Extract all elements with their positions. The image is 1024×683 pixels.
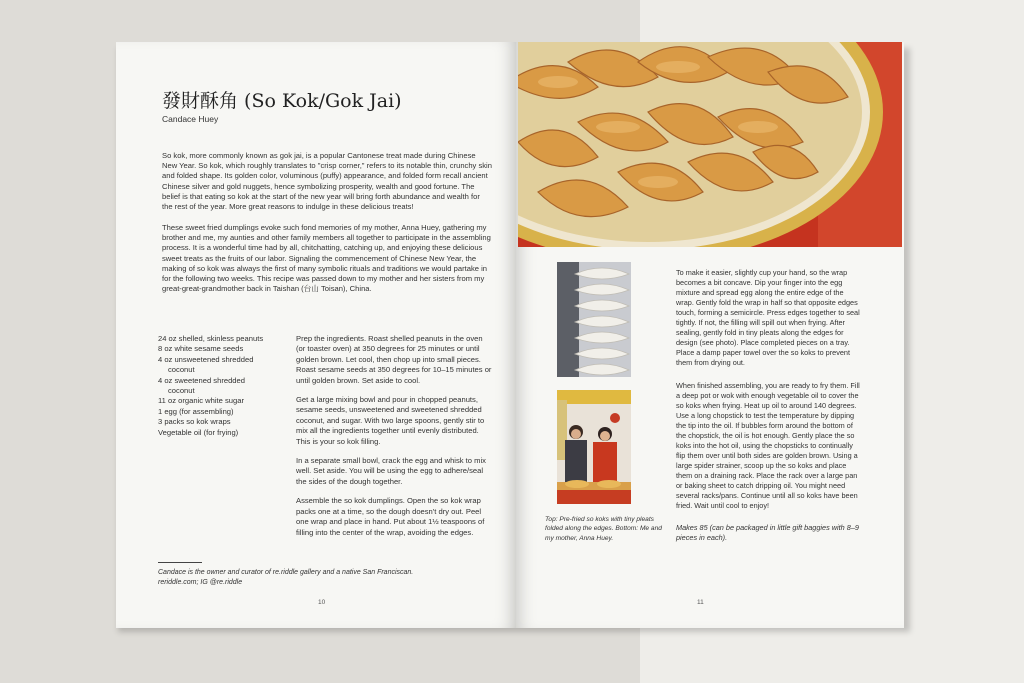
author-name: Candace Huey: [162, 114, 219, 124]
ingredient-item: 11 oz organic white sugar: [158, 396, 244, 406]
photo-caption: Top: Pre-fried so koks with tiny pleats folded along the edges. Bottom: Me and my mother, Anna Huey.: [545, 516, 662, 542]
unfried-dumplings-photo: [557, 262, 631, 377]
ingredient-item: coconut: [168, 365, 195, 375]
fried-dumplings-photo: [518, 42, 902, 247]
page-number-left: 10: [318, 599, 326, 606]
recipe-title: 發財酥角 (So Kok/Gok Jai): [162, 90, 402, 112]
recipe-steps: [296, 334, 492, 547]
ingredient-item: 4 oz unsweetened shredded: [158, 354, 254, 364]
step-paragraph: Prep the ingredients. Roast shelled peanuts in the oven (or toaster oven) at 350 degrees for 25 minutes or until golden brown. Let cool, then chop up into small pieces. Roast sesame seeds at 350 degrees for 10–15 minutes or until golden brown. Set aside to cool.: [296, 334, 492, 385]
family-photo: [557, 390, 631, 504]
ingredients-list: [158, 334, 278, 438]
author-footnote: [158, 568, 458, 588]
step-paragraph: Assemble the so kok dumplings. Open the so kok wrap packs one at a time, so the dough doesn't dry out. Peel one wrap and place in hand. Put about 1½ teaspoons of filling into the center of the wrap, avoiding the edges.: [296, 496, 485, 537]
intro-paragraph-1: So kok, more commonly known as gok jai, is a popular Cantonese treat made during Chinese New Year. So kok, which roughly translates to "crisp corner," refers to its notable thin, crunchy skin and folded shape. Its golden color, voluminous (puffy) appearance, and folded form recall ancient Chinese silver and gold nuggets, hence symbolizing prosperity, wealth and good fortune. The belief is that eating so kok at the start of the new year will bring forth abundance and wealth for the rest of the year. More great reasons to indulge in these delicious treats!: [162, 151, 492, 212]
ingredient-item: 24 oz shelled, skinless peanuts: [158, 334, 264, 343]
yield-note: Makes 85 (can be packaged in little gift baggies with 8–9 pieces in each).: [676, 523, 859, 542]
frying-paragraph: When finished assembling, you are ready to fry them. Fill a deep pot or wok with enough vegetable oil to cover the so koks when frying. Heat up oil to around 140 degrees. Use a long chopstick to test the temperature by dipping the tip into the oil. If bubbles form around the bottom of the chopstick, the oil is hot enough. Gently place the so koks into the hot oil, using the chopsticks to continually flip them over until both sides are golden brown. Using a large spider strainer, scoop up the so koks and place them on a draining rack. Place the rack over a large pan or baking sheet to catch dripping oil. You might need several racks/pans. Continue until all so koks have been fried. Wait until cool to enjoy!: [676, 381, 860, 510]
ingredient-item: coconut: [168, 386, 195, 396]
ingredient-item: 1 egg (for assembling): [158, 406, 234, 416]
page-number-right: 11: [697, 599, 704, 606]
ingredient-item: 8 oz white sesame seeds: [158, 344, 244, 354]
intro-paragraph-2: These sweet fried dumplings evoke such fond memories of my mother, Anna Huey, gathering my brother and me, my aunties and other family members all together to participate in the assembling process. It is a wonderful time had by all, chitchatting, catching up, and enjoying these delicious sweet treats as the fruits of our labor. Signaling the commencement of Chinese New Year, the making of so kok was always the first of many symbolic rituals and traditions we would partake in for the following two weeks. This recipe was passed down to my mother and her sisters from my great-great-grandmother back in Taishan (台山 Toisan), China.: [162, 223, 491, 294]
assembly-paragraph: To make it easier, slightly cup your hand, so the wrap becomes a bit concave. Dip your finger into the egg mixture and spread egg along the entire edge of the wrap. Gently fold the wrap in half so that opposite edges touch, forming a semicircle. Press edges together to seal tightly. If not, the filling will spill out when frying. After sealing, gently fold in tiny pleats along the edges for design (see photo). Place completed pieces on a tray. Place a damp paper towel over the so koks to prevent them from drying out.: [676, 268, 860, 367]
ingredient-item: 4 oz sweetened shredded: [158, 375, 245, 385]
footnote-divider: [158, 562, 202, 563]
ingredient-item: Vegetable oil (for frying): [158, 427, 239, 437]
step-paragraph: In a separate small bowl, crack the egg and whisk to mix well. Set aside. You will be using the egg to adhere/seal the sides of the dough together.: [296, 456, 486, 486]
footnote-links: reriddle.com; IG @re.riddle: [158, 579, 243, 586]
footnote-bio: Candace is the owner and curator of re.riddle gallery and a native San Franciscan.: [158, 569, 414, 576]
ingredient-item: 3 packs so kok wraps: [158, 417, 231, 427]
step-paragraph: Get a large mixing bowl and pour in chopped peanuts, sesame seeds, unsweetened and sweetened shredded coconut, and sugar. With two large spoons, gently stir to mix all the ingredients together until evenly distributed. This is your so kok filling.: [296, 395, 485, 446]
